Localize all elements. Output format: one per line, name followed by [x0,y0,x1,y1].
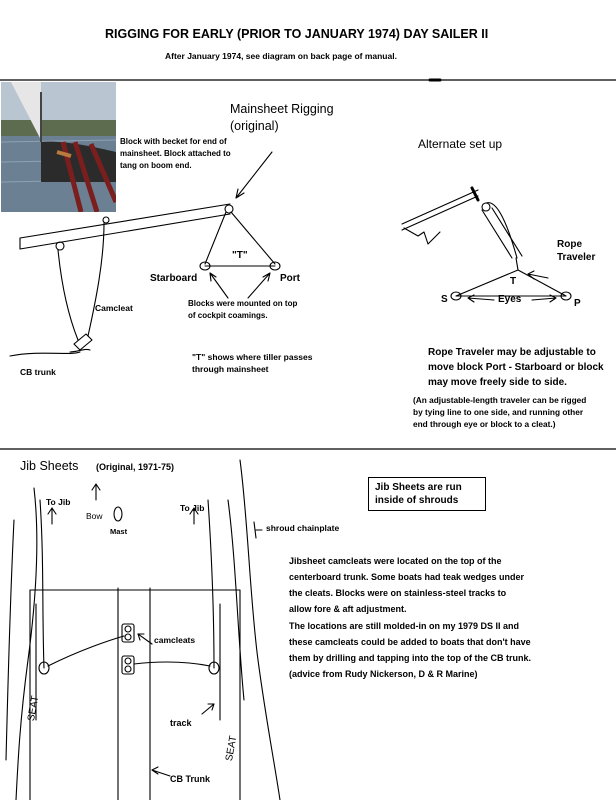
alt-t-label: T [510,276,517,287]
hull-left [16,488,37,800]
jib-para2-1: The locations are still molded-in on my 1979 DS II and [289,621,520,631]
port-label: Port [280,273,300,284]
jib-para2-4: (advice from Rudy Nickerson, D & R Marine) [289,669,478,679]
camcleats-label: camcleats [154,635,196,645]
traveler-note-2: move block Port - Starboard or block [428,362,604,373]
boat-photo [1,82,116,212]
alt-boom-block [482,203,490,211]
camcleat-label: Camcleat [95,303,133,313]
cb-trunk-label-top: CB trunk [20,367,56,377]
jib-sheet-left [40,500,44,668]
cb-trunk-label-bottom: CB Trunk [170,774,211,784]
bow-label: Bow [86,511,103,521]
page-subtitle: After January 1974, see diagram on back page of manual. [165,51,397,61]
jib-para2-2: these camcleats could be added to boats that don't have [289,637,531,647]
cb-trunk-sketch [10,352,80,356]
blocks-note-2: of cockpit coamings. [188,311,268,320]
seat-right-label: SEAT [224,734,240,762]
becket-note-3: tang on boom end. [120,161,192,170]
traveler-subnote-2: by tying line to one side, and running other [413,407,584,417]
camcleat-bottom [122,656,134,674]
traveler-subnote-3: end through eye or block to a cleat.) [413,419,556,429]
jib-sheet-right [208,500,214,668]
tiller-note-1: "T" shows where tiller passes [192,352,313,362]
alt-p-label: P [574,298,581,309]
becket-note-1: Block with becket for end of [120,137,227,146]
jib-para1-2: centerboard trunk. Some boats had teak wedges under [289,572,525,582]
alt-s-label: S [441,294,448,305]
mainsheet-title: Mainsheet Rigging [230,102,334,116]
traveler-note-1: Rope Traveler may be adjustable to [428,347,596,358]
jib-para1-1: Jibsheet camcleats were located on the top of the [289,556,502,566]
starboard-label: Starboard [150,273,198,284]
to-jib-left-label: To Jib [46,497,71,507]
alternate-title: Alternate set up [418,137,503,151]
mainsheet-t-label: "T" [232,250,248,261]
camcleat-top [122,624,134,642]
jib-title: Jib Sheets [20,459,79,473]
jib-para1-3: the cleats. Blocks were on stainless-steel tracks to [289,588,507,598]
seat-left-label: SEAT [26,694,42,722]
mast-icon [114,507,122,521]
eyes-label: Eyes [498,294,522,305]
becket-note-2: mainsheet. Block attached to [120,149,231,158]
rope-traveler-label-2: Traveler [557,252,596,263]
jib-boxed-note-1: Jib Sheets are run [375,482,462,493]
tiller-note-2: through mainsheet [192,364,269,374]
traveler-subnote-1: (An adjustable-length traveler can be rigged [413,395,587,405]
jib-para1-4: allow fore & aft adjustment. [289,604,407,614]
alt-boom [402,190,478,230]
track-label: track [170,718,192,728]
traveler-note-3: may move freely side to side. [428,377,567,388]
cockpit [30,590,240,800]
mast-label: Mast [110,527,128,536]
cb-trunk-outline [118,588,150,800]
hull-right [240,460,280,800]
mainsheet-title-sub: (original) [230,119,279,133]
rope-traveler-label-1: Rope [557,239,582,250]
jib-para2-3: them by drilling and tapping into the top of the CB trunk. [289,653,531,663]
page-title: RIGGING FOR EARLY (PRIOR TO JANUARY 1974) DAY SAILER II [105,27,489,41]
to-jib-right-label: To Jib [180,503,205,513]
shroud-label: shroud chainplate [266,523,340,533]
jib-boxed-note-2: inside of shrouds [375,495,459,506]
jib-title-sub: (Original, 1971-75) [96,462,175,472]
blocks-note-1: Blocks were mounted on top [188,299,298,308]
jib-boxed-note [368,477,486,511]
